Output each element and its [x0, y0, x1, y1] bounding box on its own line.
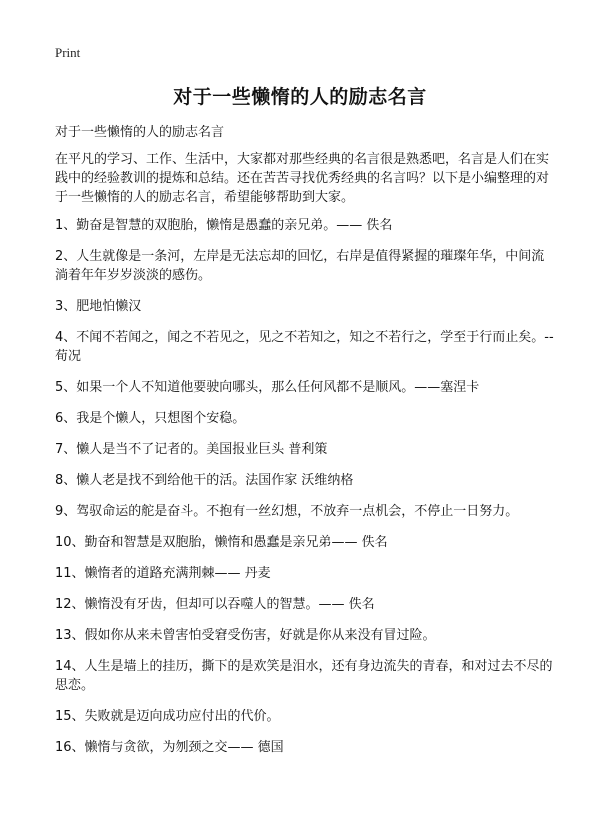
page-title: 对于一些懒惰的人的励志名言 [173, 86, 427, 108]
print-link[interactable]: Print [55, 45, 81, 60]
quote-item: 11、懒惰者的道路充满荆棘—— 丹麦 [55, 566, 271, 581]
quote-item: 14、人生是墙上的挂历，撕下的是欢笑是泪水，还有身边流失的青春，和对过去不尽的思恋。 [55, 659, 553, 693]
quote-item: 2、人生就像是一条河，左岸是无法忘却的回忆，右岸是值得紧握的璀璨年华，中间流淌着年年岁岁淡淡的感伤。 [55, 249, 545, 283]
quote-item: 15、失败就是迈向成功应付出的代价。 [55, 709, 280, 724]
intro-paragraph: 在平凡的学习、工作、生活中，大家都对那些经典的名言很是熟悉吧，名言是人们在实践中的经验教训的提炼和总结。还在苦苦寻找优秀经典的名言吗？以下是小编整理的对于一些懒惰的人的励志名言，希望能够帮助到大家。 [55, 152, 550, 205]
quote-item: 8、懒人老是找不到给他干的活。法国作家 沃维纳格 [55, 473, 354, 488]
quote-item: 16、懒惰与贪欲，为刎颈之交—— 德国 [55, 740, 284, 755]
quote-item: 1、勤奋是智慧的双胞胎，懒惰是愚蠢的亲兄弟。—— 佚名 [55, 218, 393, 233]
quote-item: 4、不闻不若闻之，闻之不若见之，见之不若知之，知之不若行之，学至于行而止矣。--荀况 [55, 330, 554, 364]
article-subtitle: 对于一些懒惰的人的励志名言 [55, 125, 225, 140]
quote-item: 12、懒惰没有牙齿，但却可以吞噬人的智慧。—— 佚名 [55, 597, 375, 612]
quote-list [55, 216, 555, 769]
quote-item: 5、如果一个人不知道他要驶向哪头，那么任何风都不是顺风。——塞涅卡 [55, 380, 480, 395]
quote-item: 7、懒人是当不了记者的。美国报业巨头 普利策 [55, 442, 328, 457]
quote-item: 9、驾驭命运的舵是奋斗。不抱有一丝幻想，不放弃一点机会，不停止一日努力。 [55, 504, 519, 519]
quote-item: 13、假如你从来未曾害怕受窘受伤害，好就是你从来没有冒过险。 [55, 628, 436, 643]
quote-item: 6、我是个懒人，只想图个安稳。 [55, 411, 246, 426]
quote-item: 3、肥地怕懒汉 [55, 299, 142, 314]
quote-item: 10、勤奋和智慧是双胞胎，懒惰和愚蠢是亲兄弟—— 佚名 [55, 535, 388, 550]
